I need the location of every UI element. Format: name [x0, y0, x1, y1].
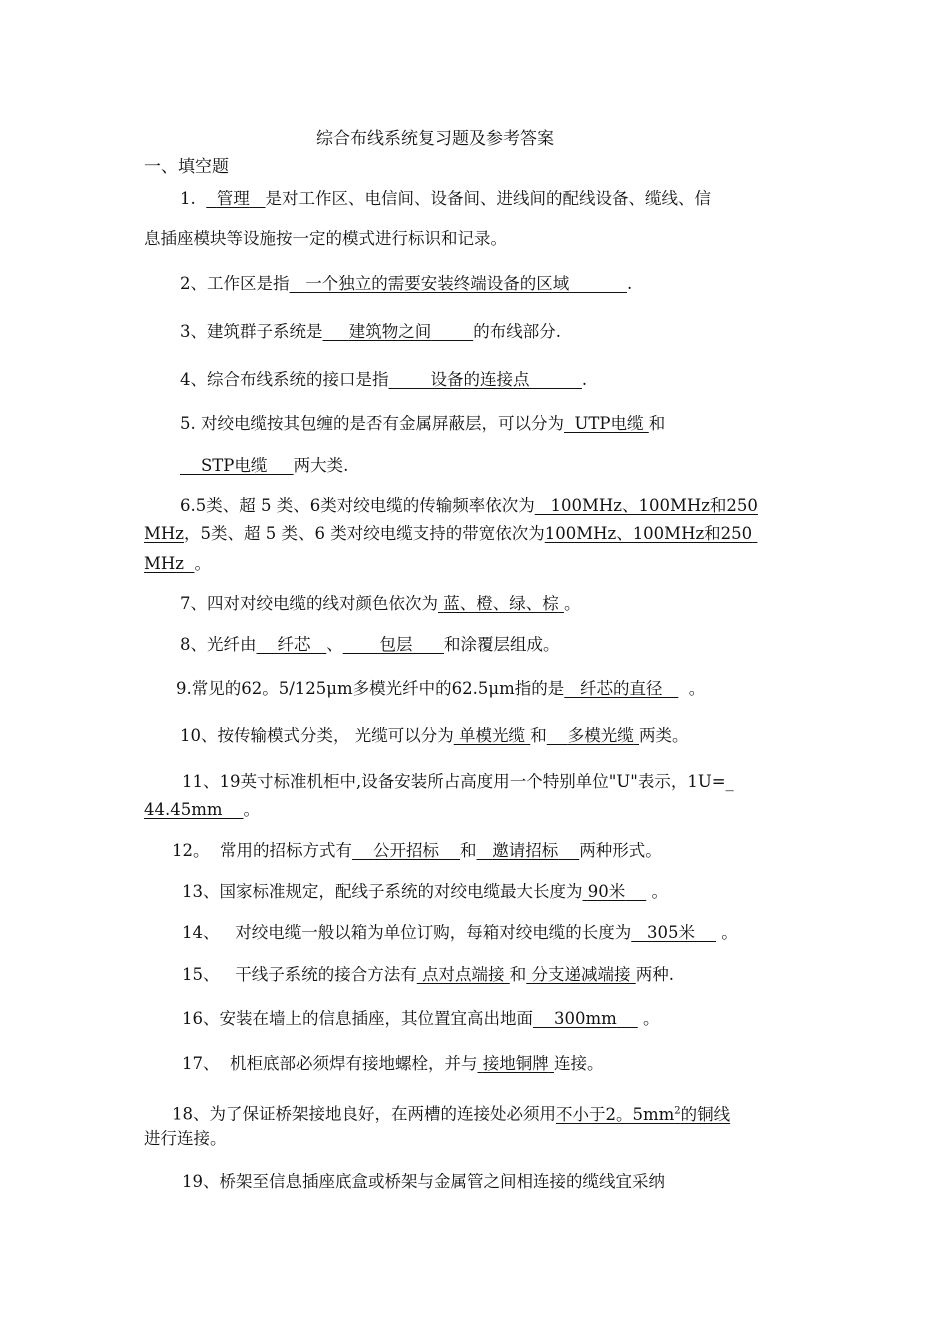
question-6-line-2: MHz，5类、超 5 类、6 类对绞电缆支持的带宽依次为100MHz、100MHz和250: [144, 523, 757, 545]
answer-blank: 纤芯的直径: [580, 679, 663, 698]
question-1-continued: 息插座模块等设施按一定的模式进行标识和记录。: [144, 229, 507, 248]
answer-blank: STP电缆: [200, 456, 268, 475]
answer-blank: 100MHz、100MHz和250: [550, 496, 758, 515]
answer-blank: 纤芯: [277, 635, 311, 654]
answer-blank: 设备的连接点: [430, 370, 530, 389]
question-16: 16、安装在墙上的信息插座，其位置宜高出地面 300mm 。: [182, 1009, 660, 1028]
question-3: 3、建筑群子系统是 建筑物之间 的布线部分.: [180, 322, 561, 341]
question-18: 18、为了保证桥架接地良好，在两槽的连接处必须用不小于2。$5mm^2$的铜线: [172, 1104, 731, 1124]
question-7: 7、四对对绞电缆的线对颜色依次为 蓝、橙、绿、棕 。: [180, 594, 581, 613]
question-8: 8、光纤由 纤芯 、 包层 和涂覆层组成。: [180, 635, 560, 654]
question-12: 12。 常用的招标方式有 公开招标 和 邀请招标 两种形式。: [172, 841, 662, 860]
question-5: 5. 对绞电缆按其包缠的是否有金属屏蔽层，可以分为 UTP电缆 和: [180, 414, 666, 433]
answer-blank: 公开招标: [372, 841, 439, 860]
question-11: 11、19英寸标准机柜中,设备安装所占高度用一个特别单位"U"表示，1U=_: [182, 772, 734, 791]
answer-blank: 管理: [216, 189, 250, 208]
answer-blank: 多模光缆: [567, 726, 634, 745]
answer-blank: 分支递减端接: [531, 965, 631, 984]
answer-blank: MHz: [144, 554, 184, 573]
question-14: 14、 对绞电缆一般以箱为单位订购，每箱对绞电缆的长度为 305米 。: [182, 923, 738, 942]
answer-blank: 305米: [647, 923, 695, 942]
answer-blank: 包层: [379, 635, 413, 654]
question-19: 19、桥架至信息插座底盒或桥架与金属管之间相连接的缆线宜采纳: [182, 1172, 665, 1191]
answer-blank: MHz: [144, 524, 184, 543]
document-title: 综合布线系统复习题及参考答案: [316, 129, 554, 149]
question-17: 17、 机柜底部必须焊有接地螺栓，并与 接地铜牌 连接。: [182, 1054, 604, 1073]
question-1: 1. 管理 是对工作区、电信间、设备间、进线间的配线设备、缆线、信: [180, 189, 711, 208]
question-6-line-3: MHz 。: [144, 554, 211, 573]
question-6: 6.5类、超 5 类、6类对绞电缆的传输频率依次为 100MHz、100MHz和250: [180, 496, 758, 515]
question-15: 15、 干线子系统的接合方法有 点对点端接 和 分支递减端接 两种.: [182, 965, 674, 984]
answer-blank: UTP电缆: [574, 414, 644, 433]
answer-blank: 点对点端接: [422, 965, 505, 984]
question-11-continued: 44.45mm 。: [144, 800, 261, 819]
question-4: 4、综合布线系统的接口是指 设备的连接点 .: [180, 370, 588, 389]
answer-blank: 300mm: [553, 1009, 617, 1028]
answer-blank: 不小于2。$5mm^2$的铜线: [556, 1104, 731, 1124]
answer-blank: 90米: [587, 882, 626, 901]
answer-blank: 接地铜牌: [482, 1054, 549, 1073]
answer-blank: 一个独立的需要安装终端设备的区域: [305, 274, 570, 293]
answer-blank: 建筑物之间: [348, 322, 432, 341]
answer-blank: 单模光缆: [459, 726, 525, 745]
answer-blank: 100MHz、100MHz和250: [544, 524, 753, 543]
question-2: 2、工作区是指 一个独立的需要安装终端设备的区域 .: [180, 274, 633, 293]
answer-blank: 44.45mm: [144, 800, 223, 819]
question-10: 10、按传输模式分类， 光缆可以分为 单模光缆 和 多模光缆 两类。: [180, 726, 689, 745]
question-13: 13、国家标准规定，配线子系统的对绞电缆最大长度为 90米 。: [182, 882, 668, 901]
question-18-continued: 进行连接。: [144, 1129, 227, 1148]
answer-blank: 蓝、橙、绿、棕: [443, 594, 559, 613]
answer-blank: 邀请招标: [492, 841, 559, 860]
question-5-continued: STP电缆 两大类.: [180, 455, 348, 477]
question-9: 9.常见的62。5/125μm多模光纤中的62.5μm指的是 纤芯的直径 。: [176, 679, 706, 698]
section-heading: 一、填空题: [144, 157, 229, 177]
